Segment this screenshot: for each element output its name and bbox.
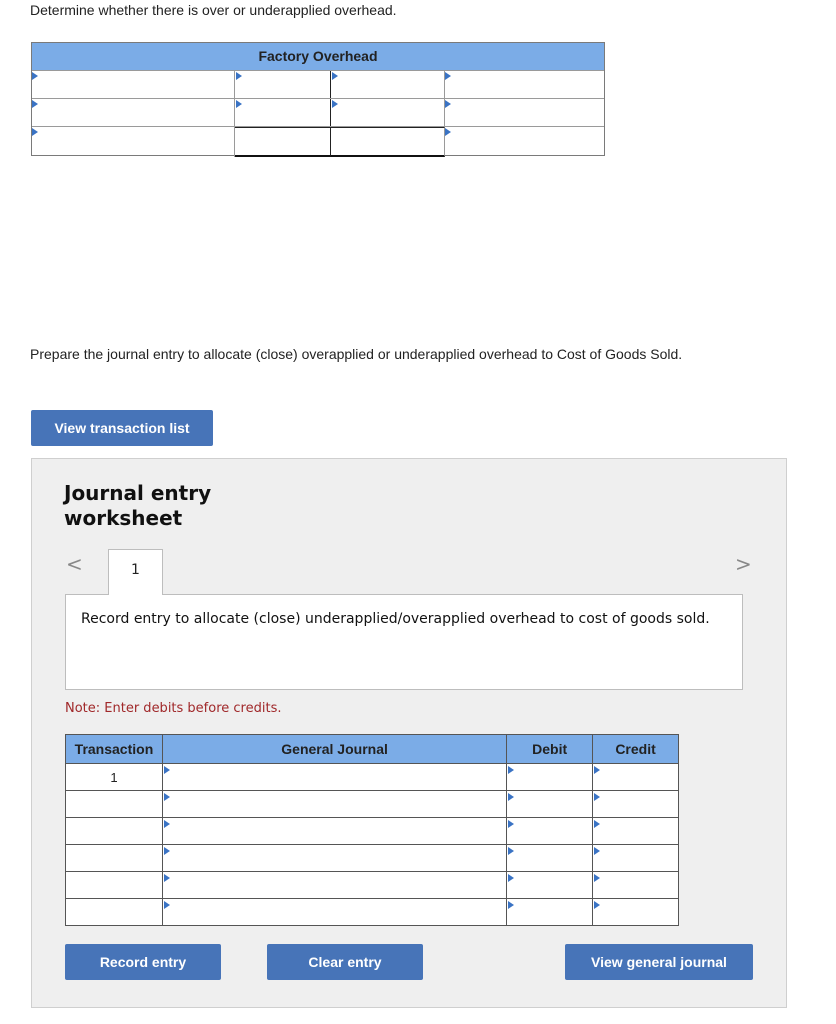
view-transaction-list-button[interactable]: View transaction list (31, 410, 213, 446)
t-credit-account-input[interactable] (445, 71, 605, 99)
account-select[interactable] (162, 872, 506, 899)
dropdown-indicator-icon (164, 766, 170, 774)
question-2-text: Prepare the journal entry to allocate (close) overapplied or underapplied overhead to Cost of Goods Sold. (30, 346, 683, 362)
dropdown-indicator-icon (32, 100, 38, 108)
dropdown-indicator-icon (164, 874, 170, 882)
account-select[interactable] (162, 764, 506, 791)
account-select[interactable] (162, 899, 506, 926)
table-row (66, 845, 679, 872)
dropdown-indicator-icon (236, 100, 242, 108)
dropdown-indicator-icon (594, 820, 600, 828)
transaction-number-cell: 1 (66, 764, 163, 791)
t-account-title: Factory Overhead (32, 43, 604, 70)
dropdown-indicator-icon (594, 766, 600, 774)
question-1-text: Determine whether there is over or underapplied overhead. (30, 2, 397, 18)
record-entry-button[interactable]: Record entry (65, 944, 221, 980)
dropdown-indicator-icon (508, 874, 514, 882)
dropdown-indicator-icon (164, 820, 170, 828)
transaction-number-cell (66, 818, 163, 845)
dropdown-indicator-icon (508, 820, 514, 828)
general-journal-table (65, 734, 679, 926)
debit-input[interactable] (507, 872, 593, 899)
account-select[interactable] (162, 791, 506, 818)
t-debit-amount-input[interactable] (235, 71, 331, 99)
entry-description: Record entry to allocate (close) underapplied/overapplied overhead to cost of goods sold. (65, 594, 743, 690)
dropdown-indicator-icon (508, 793, 514, 801)
credit-input[interactable] (593, 899, 679, 926)
t-credit-account-input[interactable] (445, 99, 605, 127)
debit-input[interactable] (507, 791, 593, 818)
t-debit-account-input[interactable] (32, 71, 235, 99)
t-credit-amount-input[interactable] (331, 99, 445, 127)
debit-input[interactable] (507, 845, 593, 872)
table-row (66, 872, 679, 899)
t-credit-total-label-input[interactable] (445, 127, 605, 157)
worksheet-title-line-2: worksheet (64, 506, 183, 530)
credit-input[interactable] (593, 818, 679, 845)
credit-input[interactable] (593, 845, 679, 872)
next-arrow-icon[interactable]: > (735, 552, 752, 576)
table-row (66, 764, 679, 791)
t-credit-amount-input[interactable] (331, 71, 445, 99)
previous-arrow-icon[interactable]: < (66, 552, 83, 576)
transaction-number-cell (66, 791, 163, 818)
credit-input[interactable] (593, 872, 679, 899)
dropdown-indicator-icon (164, 793, 170, 801)
account-select[interactable] (162, 818, 506, 845)
dropdown-indicator-icon (32, 128, 38, 136)
worksheet-title-line-1: Journal entry (64, 481, 212, 505)
credit-input[interactable] (593, 764, 679, 791)
dropdown-indicator-icon (332, 100, 338, 108)
column-header-general-journal: General Journal (162, 735, 506, 764)
transaction-number-cell (66, 899, 163, 926)
debit-input[interactable] (507, 764, 593, 791)
transaction-number-cell (66, 845, 163, 872)
factory-overhead-t-account (31, 42, 605, 156)
column-header-credit: Credit (593, 735, 679, 764)
dropdown-indicator-icon (445, 100, 451, 108)
t-account-row (32, 70, 604, 99)
t-account-total-row (32, 126, 604, 157)
debit-input[interactable] (507, 899, 593, 926)
dropdown-indicator-icon (508, 901, 514, 909)
dropdown-indicator-icon (508, 766, 514, 774)
dropdown-indicator-icon (236, 72, 242, 80)
dropdown-indicator-icon (332, 72, 338, 80)
dropdown-indicator-icon (594, 847, 600, 855)
table-row (66, 791, 679, 818)
dropdown-indicator-icon (594, 874, 600, 882)
t-debit-amount-input[interactable] (235, 99, 331, 127)
credit-input[interactable] (593, 791, 679, 818)
dropdown-indicator-icon (594, 793, 600, 801)
dropdown-indicator-icon (508, 847, 514, 855)
dropdown-indicator-icon (164, 847, 170, 855)
debit-input[interactable] (507, 818, 593, 845)
t-debit-total-input[interactable] (235, 127, 331, 157)
dropdown-indicator-icon (164, 901, 170, 909)
t-debit-total-label-input[interactable] (32, 127, 235, 157)
transaction-number-cell (66, 872, 163, 899)
table-row (66, 899, 679, 926)
note-text: Note: Enter debits before credits. (65, 701, 282, 716)
worksheet-title (64, 481, 211, 531)
t-credit-total-input[interactable] (331, 127, 445, 157)
view-general-journal-button[interactable]: View general journal (565, 944, 753, 980)
t-debit-account-input[interactable] (32, 99, 235, 127)
clear-entry-button[interactable]: Clear entry (267, 944, 423, 980)
dropdown-indicator-icon (594, 901, 600, 909)
t-account-row (32, 98, 604, 127)
account-select[interactable] (162, 845, 506, 872)
dropdown-indicator-icon (445, 72, 451, 80)
dropdown-indicator-icon (445, 128, 451, 136)
column-header-debit: Debit (507, 735, 593, 764)
tab-transaction-1[interactable]: 1 (108, 549, 163, 595)
dropdown-indicator-icon (32, 72, 38, 80)
table-row (66, 818, 679, 845)
column-header-transaction: Transaction (66, 735, 163, 764)
